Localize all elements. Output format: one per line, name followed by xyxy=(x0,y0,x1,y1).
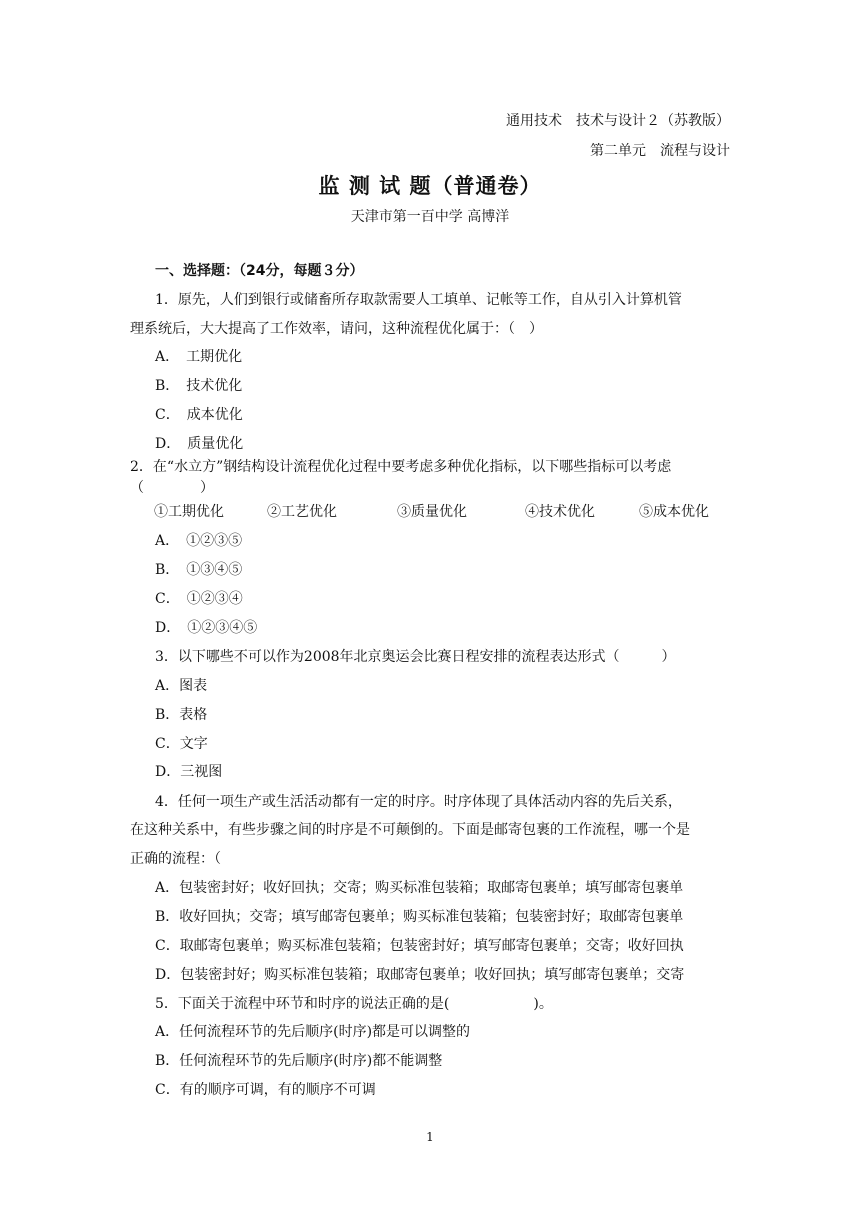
q2-choice-5: ⑤成本优化 xyxy=(639,504,709,520)
q2-option-b: B． ①③④⑤ xyxy=(155,562,243,578)
q1-option-a: A． 工期优化 xyxy=(155,349,243,365)
q4-option-a: A．包装密封好；收好回执；交寄；购买标准包装箱；取邮寄包裹单；填写邮寄包裹单 xyxy=(155,880,684,896)
q3-option-d: D．三视图 xyxy=(155,764,223,780)
author-line: 天津市第一百中学 高博洋 xyxy=(350,209,510,225)
q3-option-b: B．表格 xyxy=(155,707,208,723)
q4-option-b: B．收好回执；交寄；填写邮寄包裹单；购买标准包装箱；包装密封好；取邮寄包裹单 xyxy=(155,909,684,925)
header-unit: 第二单元 流程与设计 xyxy=(590,143,730,159)
q2-option-c: C． ①②③④ xyxy=(155,591,243,607)
q2-choices xyxy=(0,502,860,522)
q2-choice-4: ④技术优化 xyxy=(525,504,595,520)
q4-line2: 在这种关系中，有些步骤之间的时序是不可颠倒的。下面是邮寄包裹的工作流程，哪一个是 xyxy=(130,822,690,838)
q4-line3: 正确的流程：（ xyxy=(130,851,221,867)
q4-line1: 4．任何一项生产或生活活动都有一定的时序。时序体现了具体活动内容的先后关系， xyxy=(155,794,682,810)
q2-line2: （ ） xyxy=(130,480,214,496)
q1-option-d: D． 质量优化 xyxy=(155,436,244,452)
q5-option-b: B．任何流程环节的先后顺序(时序)都不能调整 xyxy=(155,1053,443,1069)
q2-option-d: D． ①②③④⑤ xyxy=(155,620,258,636)
q4-option-d: D．包装密封好；购买标准包装箱；取邮寄包裹单；收好回执；填写邮寄包裹单；交寄 xyxy=(155,967,685,983)
page-number: 1 xyxy=(426,1130,434,1144)
q5-option-a: A．任何流程环节的先后顺序(时序)都是可以调整的 xyxy=(155,1024,471,1040)
q3-line1: 3．以下哪些不可以作为2008年北京奥运会比赛日程安排的流程表达形式（ ） xyxy=(155,649,676,665)
q2-line1: 2．在“水立方”钢结构设计流程优化过程中要考虑多种优化指标，以下哪些指标可以考虑 xyxy=(130,459,672,475)
q5-option-c: C．有的顺序可调，有的顺序不可调 xyxy=(155,1082,376,1098)
q2-option-a: A． ①②③⑤ xyxy=(155,533,243,549)
q5-line1: 5．下面关于流程中环节和时序的说法正确的是( )。 xyxy=(155,996,553,1012)
header-course: 通用技术 技术与设计２（苏教版） xyxy=(506,113,730,129)
q3-option-a: A．图表 xyxy=(155,678,208,694)
section-heading: 一、选择题：（24分，每题３分） xyxy=(155,263,364,279)
q1-option-b: B． 技术优化 xyxy=(155,378,243,394)
q4-option-c: C．取邮寄包裹单；购买标准包装箱；包装密封好；填写邮寄包裹单；交寄；收好回执 xyxy=(155,938,684,954)
q1-option-c: C． 成本优化 xyxy=(155,407,243,423)
q3-option-c: C．文字 xyxy=(155,736,208,752)
q2-choice-3: ③质量优化 xyxy=(397,504,467,520)
q2-choice-2: ②工艺优化 xyxy=(267,504,337,520)
page-title: 监 测 试 题（普通卷） xyxy=(318,173,542,198)
q1-line1: 1．原先，人们到银行或储畜所存取款需要人工填单、记帐等工作，自从引入计算机管 xyxy=(155,292,682,308)
q1-line2: 理系统后，大大提高了工作效率，请问，这种流程优化属于：（ ） xyxy=(130,321,543,337)
q2-choice-1: ①工期优化 xyxy=(154,504,224,520)
